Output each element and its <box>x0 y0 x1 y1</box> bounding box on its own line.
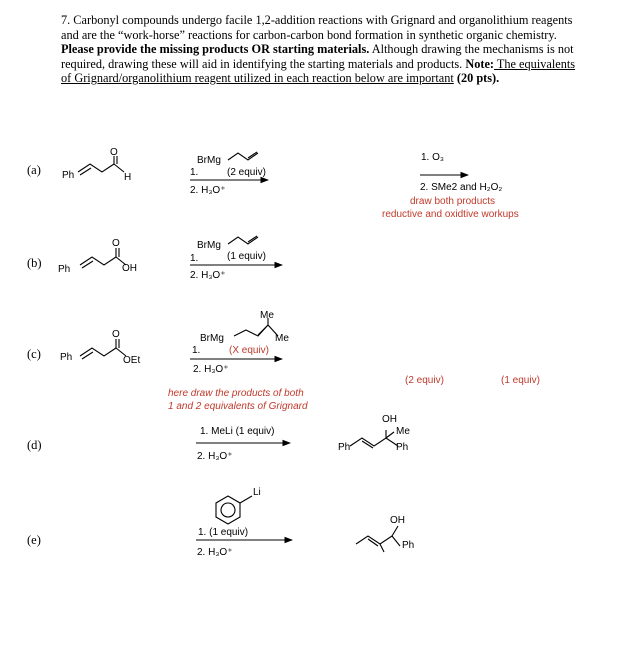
row-e-product <box>356 526 400 552</box>
row-a-note2: reductive and oxidtive workups <box>382 209 519 220</box>
row-d-prod-ph2: Ph <box>396 442 409 453</box>
row-a-sm-h: H <box>124 172 132 183</box>
row-d-label: (d) <box>27 438 42 452</box>
row-c-col1: (2 equiv) <box>405 375 444 386</box>
row-e-step1: 1. (1 equiv) <box>198 527 249 538</box>
row-c-equiv: (X equiv) <box>229 345 270 356</box>
row-e-li: Li <box>253 487 261 498</box>
row-b-step2: 2. H₃O⁺ <box>190 270 226 281</box>
row-e-step2: 2. H₃O⁺ <box>197 547 233 558</box>
note-underlined: The equivalents of Grignard/organolithium reagent utilized in each reaction below are important <box>61 56 576 86</box>
points: (20 pts). <box>453 71 500 86</box>
question-intro: Carbonyl compounds undergo facile 1,2-addition reactions with Grignard and organolithium reagents and are the “work-horse” reactions for carbon-carbon bond formation in synthetic organic chemistry. <box>61 13 573 42</box>
row-c-step2: 2. H₃O⁺ <box>193 364 229 375</box>
row-a-note1: draw both products <box>410 196 496 207</box>
row-e-benzene-ring <box>216 496 252 524</box>
row-e-label: (e) <box>27 533 41 547</box>
row-a-starting-material <box>78 156 124 175</box>
row-a-next-step1: 1. O₃ <box>421 152 444 163</box>
row-b-sm-ph: Ph <box>58 264 71 275</box>
row-b-starting-material <box>80 248 126 268</box>
row-c-me-top: Me <box>260 310 274 321</box>
row-a-step2: 2. H₃O⁺ <box>190 185 226 196</box>
row-c-sm-ph: Ph <box>60 352 73 363</box>
row-d-step2: 2. H₃O⁺ <box>197 451 233 462</box>
row-b-reagent-name: BrMg <box>197 240 221 251</box>
row-b-equiv: (1 equiv) <box>227 251 266 262</box>
question-bold-instruction: Please provide the missing products OR starting materials. <box>61 42 370 57</box>
row-c-sm-o: O <box>112 329 120 340</box>
row-d-prod-ph: Ph <box>338 442 351 453</box>
row-b-sm-oh: OH <box>122 263 137 274</box>
row-c-note2: 1 and 2 equivalents of Grignard <box>168 401 308 412</box>
row-c-me-right: Me <box>275 333 289 344</box>
row-b-label: (b) <box>27 256 42 270</box>
row-a-sm-ph: Ph <box>62 170 75 181</box>
row-b-allyl-reagent <box>228 236 258 244</box>
row-d-prod-me: Me <box>396 426 410 437</box>
row-c-col2: (1 equiv) <box>501 375 540 386</box>
row-a-equiv: (2 equiv) <box>227 167 266 178</box>
row-a-label: (a) <box>27 163 41 177</box>
row-b-sm-o: O <box>112 238 120 249</box>
row-a-sm-o: O <box>110 147 118 158</box>
row-c-reagent-name: BrMg <box>200 333 224 344</box>
note-label: Note: <box>465 56 495 71</box>
row-c-label: (c) <box>27 347 41 361</box>
row-a-next-step2: 2. SMe2 and H₂O₂ <box>420 182 503 193</box>
row-c-sm-oet: OEt <box>123 355 141 366</box>
row-c-note1: here draw the products of both <box>168 388 304 399</box>
question-mid: Although drawing the mechanisms is not required, drawing these will aid in identifying the starting materials and products. <box>61 42 574 71</box>
row-a-step1-num: 1. <box>190 167 199 178</box>
row-c-starting-material <box>80 339 126 359</box>
question-number: 7. <box>61 13 71 27</box>
row-e-prod-ph: Ph <box>402 540 415 551</box>
row-a-allyl-reagent <box>228 152 258 160</box>
row-b-step1-num: 1. <box>190 253 199 264</box>
row-d-product <box>350 430 398 448</box>
row-c-step1-num: 1. <box>192 345 201 356</box>
row-d-step1: 1. MeLi (1 equiv) <box>200 426 275 437</box>
row-a-reagent-name: BrMg <box>197 155 221 166</box>
row-e-prod-oh: OH <box>390 515 405 526</box>
row-d-prod-oh: OH <box>382 414 397 425</box>
